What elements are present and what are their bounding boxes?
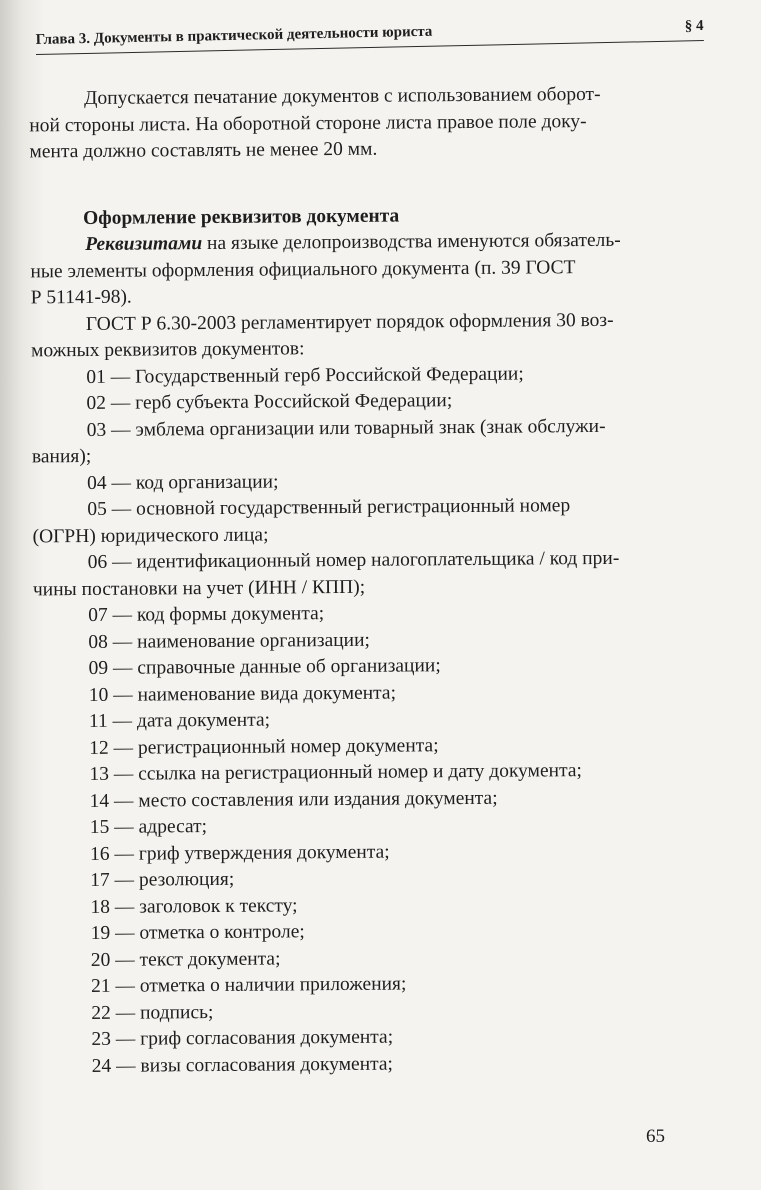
list-item-text: 24 — визы согласования документа; [91, 1053, 394, 1077]
list-item [32, 492, 697, 550]
list-item-text: 23 — гриф согласования документа; [91, 1026, 394, 1050]
text-line: ГОСТ Р 6.30-2003 регламентирует порядок оформления 30 воз- [85, 309, 614, 335]
list-item-text: 06 — идентификационный номер налогоплательщика / код при- [87, 547, 620, 573]
requisites-list [31, 360, 702, 1080]
text-line: ной стороны листа. На оборотной стороне листа правое поле доку- [29, 110, 587, 136]
text-line: Допускается печатание документов с использованием оборот- [84, 83, 601, 109]
list-item [31, 413, 697, 471]
list-item-text: 20 — текст документа; [90, 947, 281, 971]
list-item-text: 22 — подпись; [91, 1001, 214, 1024]
text-line: ные элементы оформления официального документа (п. 39 ГОСТ [30, 256, 576, 282]
text-line [85, 227, 695, 258]
section-heading: Оформление реквизитов документа [82, 205, 400, 229]
list-item [32, 545, 698, 603]
list-item [92, 1049, 702, 1080]
list-item-text: 02 — герб субъекта Российской Федерации; [86, 390, 453, 414]
list-item-text: 04 — код организации; [87, 470, 279, 494]
list-item-text: 18 — заголовок к тексту; [90, 894, 298, 918]
chapter-title: Глава 3. Документы в практической деятельности юриста [35, 23, 433, 49]
paragraph-intro [29, 81, 695, 165]
list-item-text: 10 — наименование вида документа; [88, 682, 397, 706]
list-item-continuation: (ОГРН) юридического лица; [32, 524, 269, 547]
text-line: мента должно составлять не менее 20 мм. [29, 138, 378, 163]
list-item-text: 11 — дата документа; [88, 709, 271, 732]
paragraph-gost [30, 307, 696, 365]
list-item-text: 07 — код формы документа; [88, 603, 325, 626]
section-number: § 4 [684, 18, 704, 35]
list-item-text: 15 — адресат; [89, 816, 208, 838]
page-body [29, 81, 702, 1080]
list-item-text: 19 — отметка о контроле; [90, 921, 305, 944]
text-line: можных реквизитов документов: [30, 338, 305, 362]
list-item-text: 05 — основной государственный регистрационный номер [87, 495, 571, 520]
paragraph-definition [30, 227, 696, 311]
defined-term: Реквизитами [85, 233, 203, 255]
list-item-text: 01 — Государственный герб Российской Федерации; [86, 363, 524, 388]
list-item-continuation: вания); [31, 445, 92, 468]
list-item-text: 17 — резолюция; [90, 868, 235, 891]
list-item-text: 12 — регистрационный номер документа; [89, 734, 439, 759]
list-item-text: 21 — отметка о наличии приложения; [90, 973, 407, 997]
page-number: 65 [646, 1126, 665, 1147]
text-line: Р 51141-98). [30, 286, 132, 309]
list-item-text: 14 — место составления или издания документа; [89, 787, 498, 812]
list-item-text: 16 — гриф утверждения документа; [89, 841, 390, 865]
list-item-continuation: чины постановки на учет (ИНН / КПП); [32, 576, 366, 600]
list-item-text: 03 — эмблема организации или товарный знак (знак обслужи- [86, 415, 606, 441]
running-header [36, 18, 704, 55]
definition-text: на языке делопроизводства именуются обязатель- [202, 229, 621, 255]
list-item-text: 08 — наименование организации; [88, 629, 371, 653]
list-item-text: 13 — ссылка на регистрационный номер и дату документа; [89, 760, 582, 785]
list-item-text: 09 — справочные данные об организации; [88, 655, 441, 679]
